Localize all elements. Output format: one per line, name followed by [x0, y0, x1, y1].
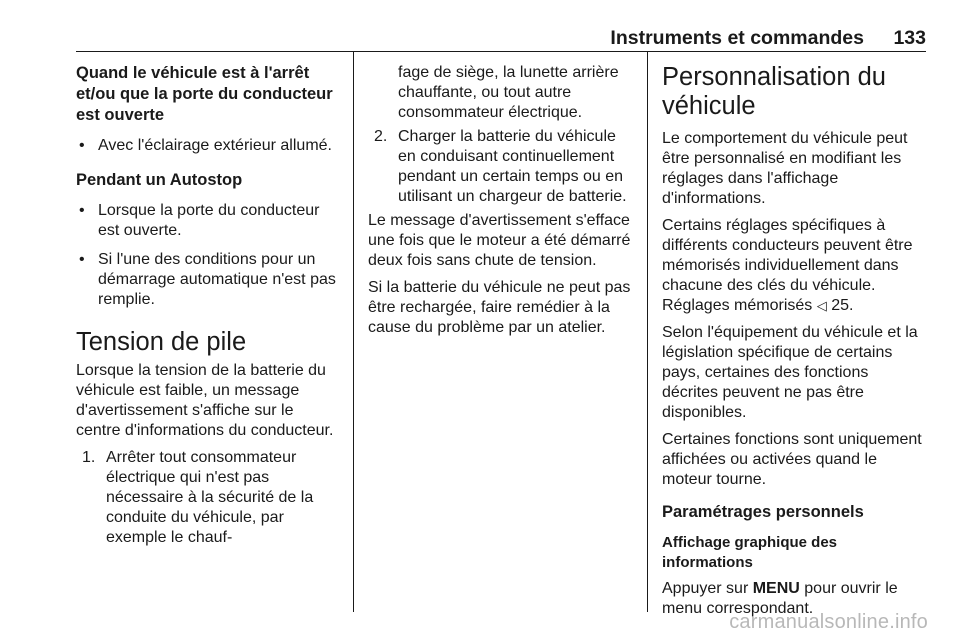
column-left	[76, 63, 342, 552]
list-item-text: Avec l'éclairage extérieur allumé.	[98, 137, 332, 154]
numbered-step	[76, 448, 342, 548]
paragraph	[662, 216, 928, 316]
column-right	[662, 63, 928, 626]
page-reference[interactable]: 25.	[831, 297, 854, 314]
paragraph: Le message d'avertissement s'efface une fois que le moteur a été démarré deux fois sans chute de tension.	[368, 212, 631, 269]
bullet-icon: •	[79, 251, 85, 268]
list-item-text: Si l'une des conditions pour un démarrage automatique n'est pas remplie.	[98, 251, 336, 308]
paragraph-text: Certains réglages spécifiques à différents conducteurs peuvent être mémorisés individuellement dans chacune des clés du véhicule. Réglages mémorisés	[662, 217, 913, 314]
heading-stop-conditions: Quand le véhicule est à l'arrêt et/ou que la porte du conducteur est ouverte	[76, 64, 333, 124]
menu-key-label: MENU	[752, 580, 800, 597]
paragraph: Le comportement du véhicule peut être personnalisé en modifiant les réglages dans l'affichage d'informations.	[662, 130, 908, 207]
heading-personal-settings: Paramétrages personnels	[662, 503, 864, 521]
list-item	[76, 250, 342, 310]
paragraph: Selon l'équipement du véhicule et la législation spécifique de certains pays, certaines des fonctions décrites peuvent ne pas être disponibles.	[662, 324, 918, 421]
paragraph: Si la batterie du véhicule ne peut pas être rechargée, faire remédier à la cause du problème par un atelier.	[368, 279, 631, 336]
page-header	[76, 27, 926, 49]
page-number: 133	[893, 27, 926, 49]
section-title-battery: Tension de pile	[76, 328, 247, 356]
bullet-icon: •	[79, 202, 85, 219]
paragraph: Certaines fonctions sont uniquement affichées ou activées quand le moteur tourne.	[662, 431, 922, 488]
column-middle	[368, 63, 634, 345]
step-continuation: fage de siège, la lunette arrière chauffante, ou tout autre consommateur électrique.	[398, 64, 619, 121]
section-title-personalisation: Personnalisation du véhicule	[662, 63, 886, 120]
step-number: 2.	[374, 128, 388, 145]
list-item	[76, 136, 342, 156]
list-item-text: Lorsque la porte du conducteur est ouverte.	[98, 202, 320, 239]
column-divider-left	[353, 52, 354, 612]
paragraph-text: pour ouvrir le menu correspondant.	[662, 580, 898, 617]
battery-intro: Lorsque la tension de la batterie du véhicule est faible, un message d'avertissement s'affiche sur le centre d'informations du conducteur.	[76, 362, 334, 439]
watermark: carmanualsonline.info	[729, 611, 928, 633]
list-item	[76, 201, 342, 241]
column-divider-right	[647, 52, 648, 612]
paragraph-text: Appuyer sur	[662, 580, 749, 597]
bullet-icon: •	[79, 137, 85, 154]
triangle-reference-icon: ◁	[816, 298, 827, 313]
header-title: Instruments et commandes	[610, 27, 864, 49]
step-text: Arrêter tout consommateur électrique qui n'est pas nécessaire à la sécurité de la conduite du véhicule, par exemple le chauf-	[106, 449, 314, 546]
heading-autostop: Pendant un Autostop	[76, 171, 243, 189]
numbered-step	[368, 127, 634, 207]
heading-graphic-display: Affichage graphique des informations	[662, 534, 838, 571]
step-number: 1.	[82, 449, 96, 466]
header-rule	[76, 51, 926, 52]
step-text: Charger la batterie du véhicule en conduisant continuellement pendant un certain temps ou en utilisant un chargeur de batterie.	[398, 128, 627, 205]
